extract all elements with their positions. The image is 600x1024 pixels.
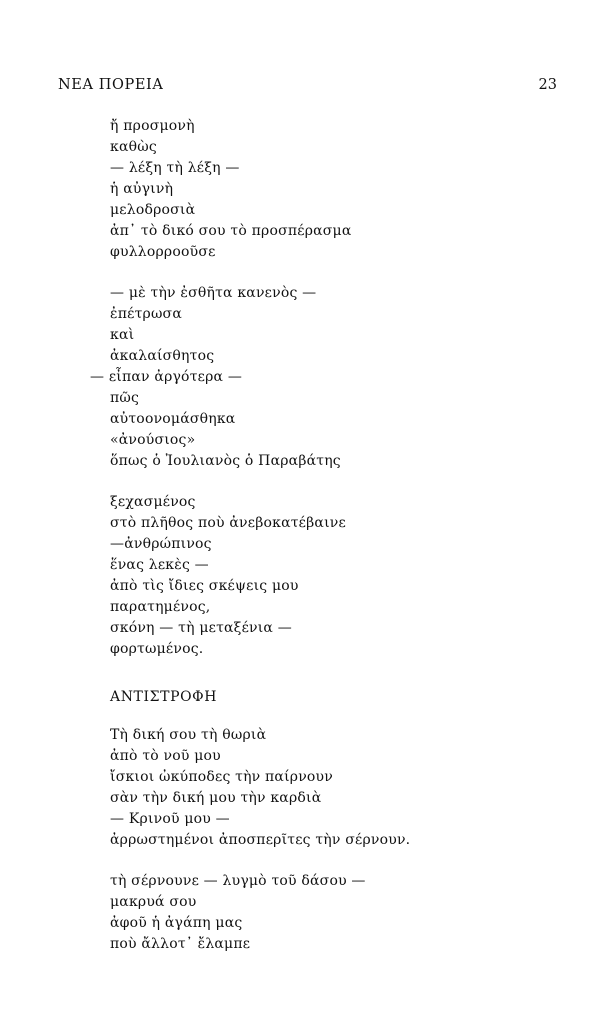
poem-line: πῶς (110, 390, 140, 406)
poem-line: Τὴ δική σου τὴ θωριὰ (110, 727, 267, 743)
poem-line: ἕνας λεκὲς — (110, 557, 209, 573)
poem-line: ἀρρωστημένοι ἀποσπερῖτες τὴν σέρνουν. (110, 832, 411, 848)
poem-line: ὅπως ὁ Ἰουλιανὸς ὁ Παραβάτης (110, 453, 341, 469)
poem-line: παρατημένος, (110, 599, 211, 615)
poem-line: ξεχασμένος (110, 494, 196, 510)
section-heading: ΑΝΤΙΣΤΡΟΦΗ (110, 689, 218, 705)
poem-line: ἀπὸ τὶς ἴδιες σκέψεις μου (110, 578, 299, 594)
poem-line: ἀπ᾽ τὸ δικό σου τὸ προσπέρασμα (110, 223, 352, 239)
running-title: ΝΕΑ ΠΟΡΕΙΑ (58, 77, 164, 93)
poem-line: — λέξη τὴ λέξη — (110, 160, 240, 176)
poem-line: «ἀνούσιος» (110, 432, 196, 448)
poem-line: ἡ αὐγινὴ (110, 181, 174, 197)
poem-line: ἤ προσμονὴ (110, 118, 195, 134)
poem-line: φυλλορροοῦσε (110, 244, 216, 260)
poem-line: αὐτοονομάσθηκα (110, 411, 236, 427)
poem-line: σὰν τὴν δική μου τὴν καρδιὰ (110, 790, 322, 806)
poem-line: καθὼς (110, 139, 157, 155)
poem-line: φορτωμένος. (110, 641, 204, 657)
poem-line: — εἶπαν ἀργότερα — (90, 369, 243, 385)
poem-line: μελοδροσιὰ (110, 202, 196, 218)
poem-line: στὸ πλῆθος ποὺ ἀνεβοκατέβαινε (110, 515, 346, 531)
poem-line: ἀπὸ τὸ νοῦ μου (110, 748, 221, 764)
poem-line: ἐπέτρωσα (110, 306, 182, 322)
poem-line: ἀκαλαίσθητος (110, 348, 215, 364)
poem-line: —ἀνθρώπινος (110, 536, 212, 552)
poem-line: καὶ (110, 327, 135, 343)
poem-line: ἴσκιοι ὠκύποδες τὴν παίρνουν (110, 769, 333, 785)
poem-line: ποὺ ἄλλοτ᾽ ἔλαμπε (110, 936, 251, 952)
poem-line: — Κρινοῦ μου — (110, 811, 230, 827)
poem-line: τὴ σέρνουνε — λυγμὸ τοῦ δάσου — (110, 873, 366, 889)
poem-line: — μὲ τὴν ἐσθῆτα κανενὸς — (110, 285, 317, 301)
poem-line: σκόνη — τὴ μεταξένια — (110, 620, 292, 636)
page-number: 23 (538, 77, 557, 93)
poem-line: ἀφοῦ ἡ ἀγάπη μας (110, 915, 243, 931)
poem-line: μακρυά σου (110, 894, 197, 910)
